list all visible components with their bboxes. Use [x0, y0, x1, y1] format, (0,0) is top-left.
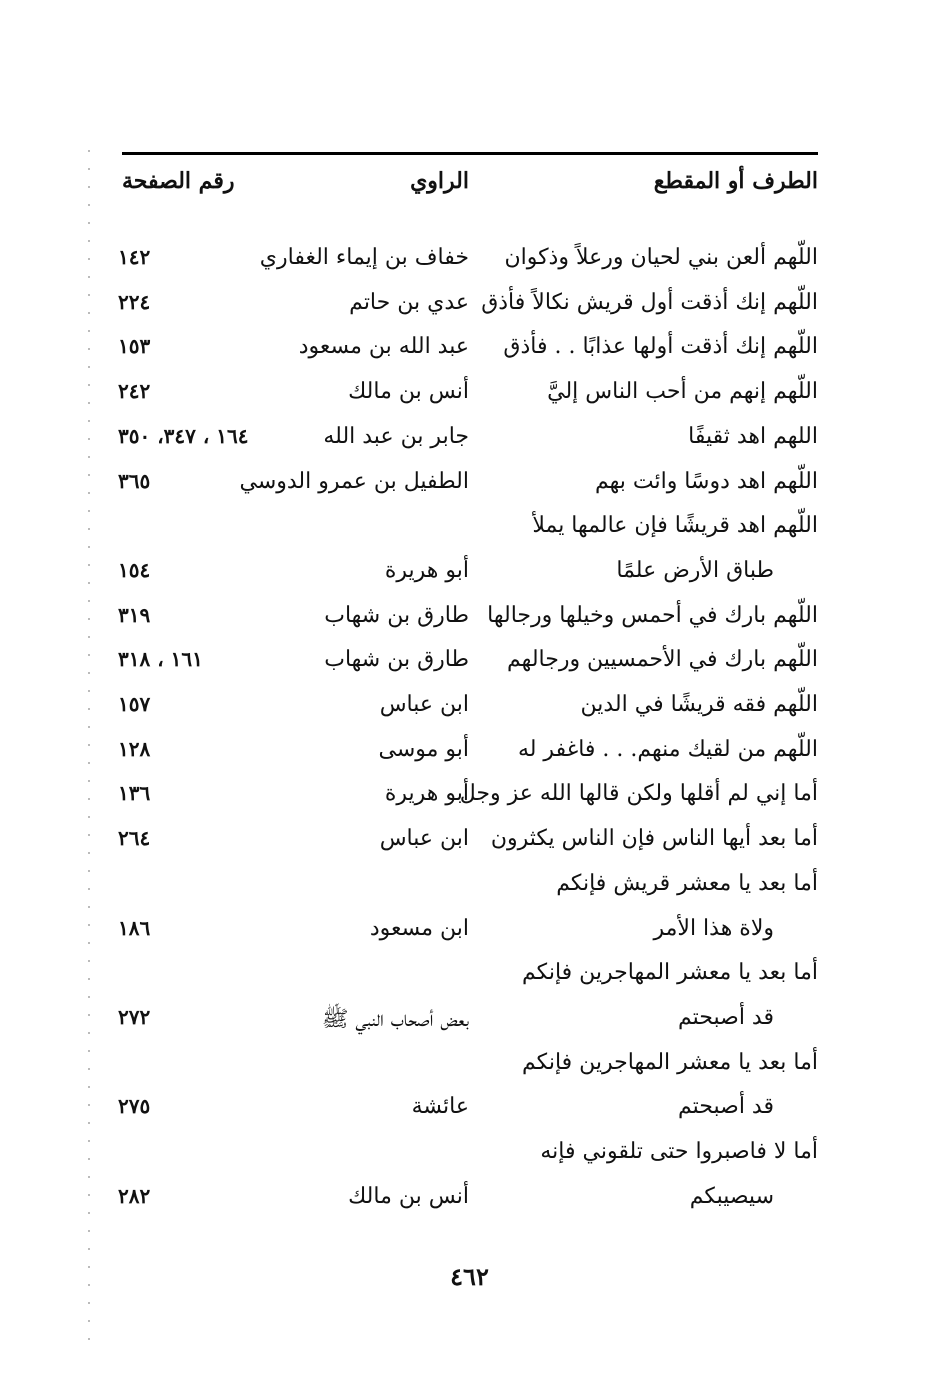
- row-narrator: عدي بن حاتم: [349, 289, 469, 315]
- row-narrator: خفاف بن إيماء الغفاري: [259, 245, 469, 270]
- row-narrator: أنس بن مالك: [348, 1183, 469, 1209]
- table-row: [0, 334, 939, 374]
- row-phrase: ولاة هذا الأمر: [653, 915, 774, 941]
- table-row: [0, 692, 939, 732]
- table-row: [0, 737, 939, 777]
- row-phrase: اللّهم إنك أذقت أولها عذابًا . . فأذق: [503, 334, 818, 360]
- row-narrator: أنس بن مالك: [348, 379, 469, 405]
- row-narrator: أبو هريرة: [384, 781, 469, 807]
- row-page-number: ٢٦٤: [118, 826, 151, 851]
- table-row: [0, 1005, 939, 1045]
- table-row: [0, 290, 939, 330]
- table-row: [0, 1139, 939, 1179]
- table-row: [0, 558, 939, 598]
- row-page-number: ١٨٦: [118, 915, 151, 940]
- row-phrase: اللّهم اهد قريشًا فإن عالمها يملأ: [532, 513, 818, 539]
- row-page-number: ١٥٤: [118, 557, 151, 582]
- page-number: ٤٦٢: [450, 1262, 489, 1291]
- row-page-number: ١٥٣: [118, 334, 151, 359]
- table-row: [0, 826, 939, 866]
- row-narrator: بعض أصحاب النبي ﷺ: [321, 1006, 469, 1032]
- row-phrase: اللّهم فقه قريشًا في الدين: [580, 692, 818, 717]
- row-phrase: اللّهم بارك في أحمس وخيلها ورجالها: [487, 602, 818, 628]
- row-phrase: أما إني لم أقلها ولكن قالها الله عز وجل: [459, 781, 818, 807]
- table-row: [0, 647, 939, 687]
- row-page-number: ٢٨٢: [118, 1183, 151, 1208]
- row-phrase: اللّهم اهد دوسًا وائت بهم: [594, 468, 818, 494]
- row-page-number: ٢٧٢: [118, 1004, 151, 1029]
- column-header-page: رقم الصفحة: [122, 168, 235, 194]
- row-page-number: ١٦٤ ، ٣٤٧، ٣٥٠: [118, 423, 249, 448]
- row-phrase: أما بعد يا معشر المهاجرين فإنكم: [522, 1049, 818, 1075]
- table-row: [0, 424, 939, 464]
- table-row: [0, 603, 939, 643]
- row-phrase: قد أصبحتم: [678, 1004, 774, 1030]
- table-row: [0, 513, 939, 553]
- column-header-phrase: الطرف أو المقطع: [653, 168, 818, 194]
- row-phrase: طباق الأرض علمًا: [616, 557, 774, 583]
- row-narrator: ابن عباس: [379, 826, 469, 852]
- row-narrator: الطفيل بن عمرو الدوسي: [239, 468, 469, 494]
- column-header-narrator: الراوي: [410, 168, 469, 194]
- header-rule: [122, 152, 818, 155]
- table-row: [0, 379, 939, 419]
- row-narrator: طارق بن شهاب: [324, 647, 469, 673]
- row-phrase: اللّهم إنهم من أحب الناس إليَّ: [547, 379, 818, 405]
- row-page-number: ٢٢٤: [118, 289, 151, 314]
- row-phrase: قد أصبحتم: [678, 1094, 774, 1120]
- row-phrase: أما لا فاصبروا حتى تلقوني فإنه: [540, 1139, 818, 1164]
- row-phrase: اللهم اهد ثقيفًا: [688, 423, 818, 449]
- table-row: [0, 1050, 939, 1090]
- row-narrator: عائشة: [411, 1094, 469, 1120]
- row-phrase: اللّهم بارك في الأحمسيين ورجالهم: [507, 647, 818, 673]
- row-page-number: ١٣٦: [118, 781, 151, 806]
- table-row: [0, 469, 939, 509]
- table-row: [0, 1094, 939, 1134]
- row-page-number: ٣١٩: [118, 602, 151, 627]
- table-row: [0, 960, 939, 1000]
- row-narrator: ابن مسعود: [369, 915, 469, 941]
- row-phrase: سيصيبكم: [689, 1183, 774, 1209]
- table-row: [0, 781, 939, 821]
- table-row: [0, 871, 939, 911]
- row-phrase: أما بعد يا معشر قريش فإنكم: [556, 870, 818, 896]
- table-row: [0, 916, 939, 956]
- row-phrase: أما بعد يا معشر المهاجرين فإنكم: [522, 960, 818, 986]
- table-row: [0, 1184, 939, 1224]
- row-page-number: ١٦١ ، ٣١٨: [118, 647, 203, 672]
- row-phrase: اللّهم إنك أذقت أول قريش نكالاً فأذق: [481, 289, 818, 315]
- row-phrase: أما بعد أيها الناس فإن الناس يكثرون: [490, 826, 818, 852]
- row-narrator: عبد الله بن مسعود: [298, 334, 469, 360]
- row-narrator: أبو موسى: [378, 736, 469, 762]
- row-phrase: اللّهم ألعن بني لحيان ورعلاً وذكوان: [504, 245, 818, 270]
- row-page-number: ١٥٧: [118, 692, 151, 716]
- row-phrase: اللّهم من لقيك منهم. . . فاغفر له: [517, 736, 818, 762]
- row-page-number: ٣٦٥: [118, 468, 151, 493]
- row-narrator: ابن عباس: [379, 692, 469, 717]
- table-row: [0, 245, 939, 285]
- row-narrator: أبو هريرة: [384, 557, 469, 583]
- row-narrator: جابر بن عبد الله: [323, 423, 469, 449]
- row-page-number: ٢٤٢: [118, 379, 151, 404]
- row-page-number: ١٢٨: [118, 736, 151, 761]
- row-page-number: ١٤٢: [118, 245, 151, 269]
- row-page-number: ٢٧٥: [118, 1094, 151, 1119]
- row-narrator: طارق بن شهاب: [324, 602, 469, 628]
